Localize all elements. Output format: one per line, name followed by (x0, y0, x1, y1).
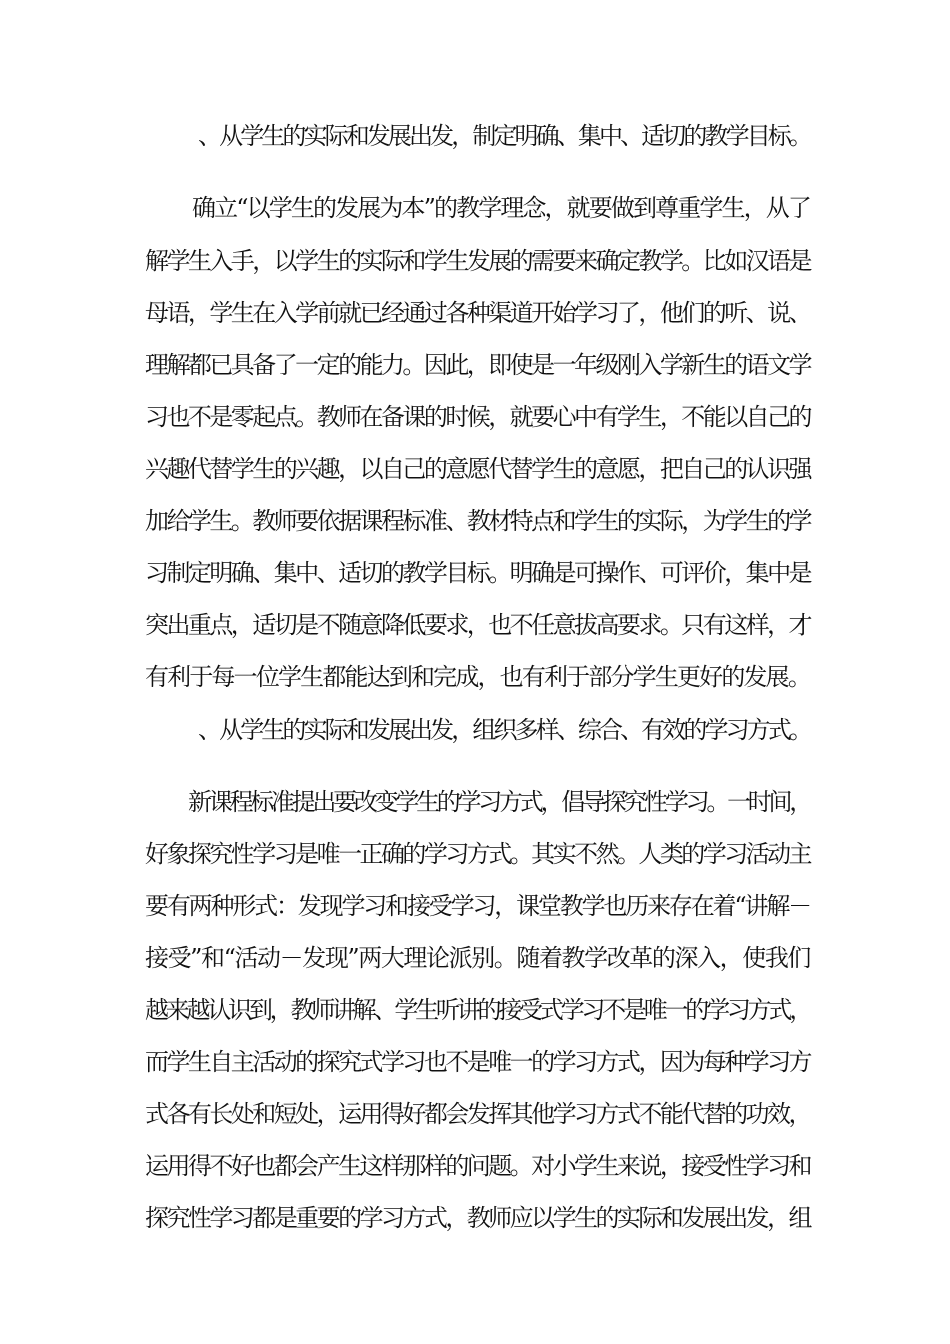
paragraph-1-line: 解学生入手，以学生的实际和学生发展的需要来确定教学。比如汉语是 (145, 247, 810, 275)
paragraph-1-line: 突出重点，适切是不随意降低要求，也不任意拔高要求。只有这样，才 (145, 611, 810, 639)
paragraph-2-line: 要有两种形式：发现学习和接受学习，课堂教学也历来存在着“讲解－ (145, 892, 810, 920)
paragraph-1-line: 习也不是零起点。教师在备课的时候，就要心中有学生，不能以自己的 (145, 403, 810, 431)
section-2-heading: 、从学生的实际和发展出发，组织多样、综合、有效的学习方式。 (198, 716, 810, 744)
paragraph-2-line: 接受”和“活动－发现”两大理论派别。随着教学改革的深入，使我们 (145, 944, 810, 972)
paragraph-2-line: 运用得不好也都会产生这样那样的问题。对小学生来说，接受性学习和 (145, 1152, 810, 1180)
paragraph-1-line: 加给学生。教师要依据课程标准、教材特点和学生的实际，为学生的学 (145, 507, 810, 535)
paragraph-2-line: 而学生自主活动的探究式学习也不是唯一的学习方式，因为每种学习方 (145, 1048, 810, 1076)
section-1-heading: 、从学生的实际和发展出发，制定明确、集中、适切的教学目标。 (198, 122, 810, 150)
paragraph-1-line: 确立“以学生的发展为本”的教学理念，就要做到尊重学生，从了 (192, 194, 810, 222)
paragraph-2-line: 新课程标准提出要改变学生的学习方式，倡导探究性学习。一时间， (188, 788, 810, 816)
paragraph-2-line: 好象探究性学习是唯一正确的学习方式。其实不然。人类的学习活动主 (145, 840, 810, 868)
paragraph-1-line: 兴趣代替学生的兴趣，以自己的意愿代替学生的意愿，把自己的认识强 (145, 455, 810, 483)
paragraph-1-line: 理解都已具备了一定的能力。因此，即使是一年级刚入学新生的语文学 (145, 351, 810, 379)
paragraph-1-line: 习制定明确、集中、适切的教学目标。明确是可操作、可评价，集中是 (145, 559, 810, 587)
paragraph-1-line: 母语，学生在入学前就已经通过各种渠道开始学习了，他们的听、说、 (145, 299, 810, 327)
paragraph-2-line: 探究性学习都是重要的学习方式，教师应以学生的实际和发展出发，组 (145, 1204, 810, 1232)
paragraph-2-line: 越来越认识到，教师讲解、学生听讲的接受式学习不是唯一的学习方式， (145, 996, 810, 1024)
paragraph-2-line: 式各有长处和短处，运用得好都会发挥其他学习方式不能代替的功效， (145, 1100, 810, 1128)
paragraph-1-line: 有利于每一位学生都能达到和完成，也有利于部分学生更好的发展。 (145, 663, 810, 691)
